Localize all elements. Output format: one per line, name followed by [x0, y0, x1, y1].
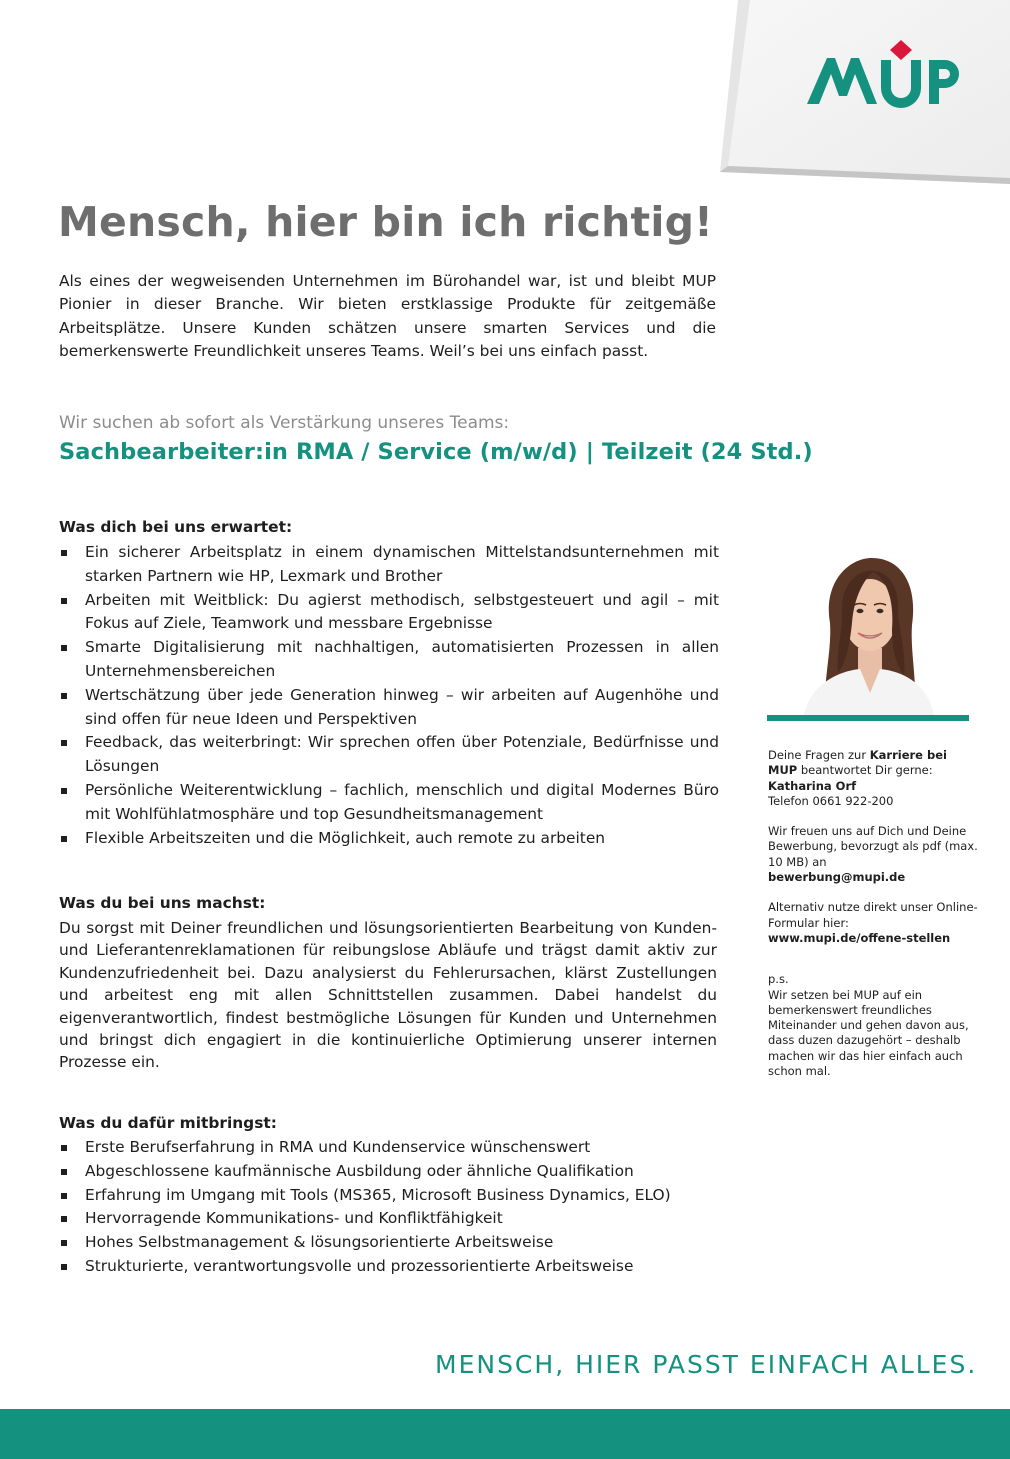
ps-label: p.s.: [768, 972, 789, 987]
jobs-url-link[interactable]: www.mupi.de/offene-stellen: [768, 930, 951, 945]
subheadline: Wir suchen ab sofort als Verstärkung unseres Teams:: [59, 413, 510, 433]
photo-accent-bar: [767, 715, 969, 721]
list-item: Arbeiten mit Weitblick: Du agierst methodisch, selbstgesteuert und agil – mit Fokus auf Ziele, Teamwork und messbare Ergebnisse: [59, 589, 719, 637]
contact-sidebar: [768, 748, 978, 1094]
list-item: Abgeschlossene kaufmännische Ausbildung oder ähnliche Qualifikation: [59, 1160, 719, 1184]
ps-text: Wir setzen bei MUP auf ein bemerkenswert freundliches Miteinander und gehen davon aus, dass duzen dazugehört – deshalb machen wir das hier einfach auch schon mal.: [768, 987, 969, 1079]
list-item: Smarte Digitalisierung mit nachhaltigen, automatisierten Prozessen in allen Unternehmensbereichen: [59, 636, 719, 684]
list-item: Flexible Arbeitszeiten und die Möglichkeit, auch remote zu arbeiten: [59, 827, 719, 851]
contact-intro-bold: Karriere bei MUP: [768, 748, 947, 778]
online-form-block: [768, 900, 978, 946]
list-item: Hervorragende Kommunikations- und Konfliktfähigkeit: [59, 1207, 719, 1231]
contact-phone[interactable]: Telefon 0661 922-200: [768, 793, 894, 808]
list-item: Erfahrung im Umgang mit Tools (MS365, Microsoft Business Dynamics, ELO): [59, 1184, 719, 1208]
tasks-heading: Was du bei uns machst:: [59, 894, 266, 912]
expect-list: [59, 541, 719, 850]
mup-logo: [805, 38, 960, 110]
expect-heading: Was dich bei uns erwartet:: [59, 518, 293, 536]
list-item: Ein sicherer Arbeitsplatz in einem dynamischen Mittelstandsunternehmen mit starken Partnern wie HP, Lexmark und Brother: [59, 541, 719, 589]
contact-block: [768, 748, 978, 809]
contact-email-link[interactable]: bewerbung@mupi.de: [768, 870, 906, 885]
footer-slogan: MENSCH, HIER PASST EINFACH ALLES.: [435, 1350, 978, 1379]
contact-photo: [768, 553, 968, 715]
list-item: Persönliche Weiterentwicklung – fachlich, menschlich und digital Modernes Büro mit Wohlfühlatmosphäre und top Gesundheitsmanagement: [59, 779, 719, 827]
online-form-text: Alternativ nutze direkt unser Online-Formular hier:: [768, 900, 978, 930]
list-item: Erste Berufserfahrung in RMA und Kundenservice wünschenswert: [59, 1136, 719, 1160]
requirements-heading: Was du dafür mitbringst:: [59, 1114, 277, 1132]
list-item: Strukturierte, verantwortungsvolle und prozessorientierte Arbeitsweise: [59, 1255, 719, 1279]
apply-text: Wir freuen uns auf Dich und Deine Bewerbung, bevorzugt als pdf (max. 10 MB) an: [768, 824, 978, 869]
list-item: Feedback, das weiterbringt: Wir sprechen offen über Potenziale, Bedürfnisse und Lösungen: [59, 731, 719, 779]
ps-block: [768, 972, 978, 1079]
page-headline: Mensch, hier bin ich richtig!: [58, 198, 714, 246]
apply-block: [768, 824, 978, 885]
footer-bar: [0, 1409, 1010, 1459]
list-item: Wertschätzung über jede Generation hinweg – wir arbeiten auf Augenhöhe und sind offen für neue Ideen und Perspektiven: [59, 684, 719, 732]
contact-intro-1: Deine Fragen zur: [768, 748, 870, 762]
contact-name: Katharina Orf: [768, 778, 857, 793]
logo-text: MUP: [805, 38, 808, 39]
contact-intro-2: beantwortet Dir gerne:: [797, 763, 933, 778]
intro-paragraph: Als eines der wegweisenden Unternehmen im Bürohandel war, ist und bleibt MUP Pionier in dieser Branche. Wir bieten erstklassige Produkte für zeitgemäße Arbeitsplätze. Unsere Kunden schätzen unsere smarten Services und die bemerkenswerte Freundlichkeit unseres Teams. Weil’s bei uns einfach passt.: [59, 272, 716, 361]
requirements-list: [59, 1136, 719, 1279]
tasks-paragraph: Du sorgst mit Deiner freundlichen und lösungsorientierten Bearbeitung von Kunden- und Lieferantenreklamationen für reibungslose Abläufe und trägst damit aktiv zur Kundenzufriedenheit bei. Dazu analysierst du Fehlerursachen, klärst Zustellungen und arbeitest eng mit allen Schnittstellen zusammen. Dabei handelst du eigenverantwortlich, findest bestmögliche Lösungen für Kunden und Unternehmen und bringst dich engagiert in die kontinuierliche Optimierung unserer internen Prozesse ein.: [59, 919, 717, 1072]
list-item: Hohes Selbstmanagement & lösungsorientierte Arbeitsweise: [59, 1231, 719, 1255]
job-title: Sachbearbeiter:in RMA / Service (m/w/d) | Teilzeit (24 Std.): [59, 439, 813, 465]
